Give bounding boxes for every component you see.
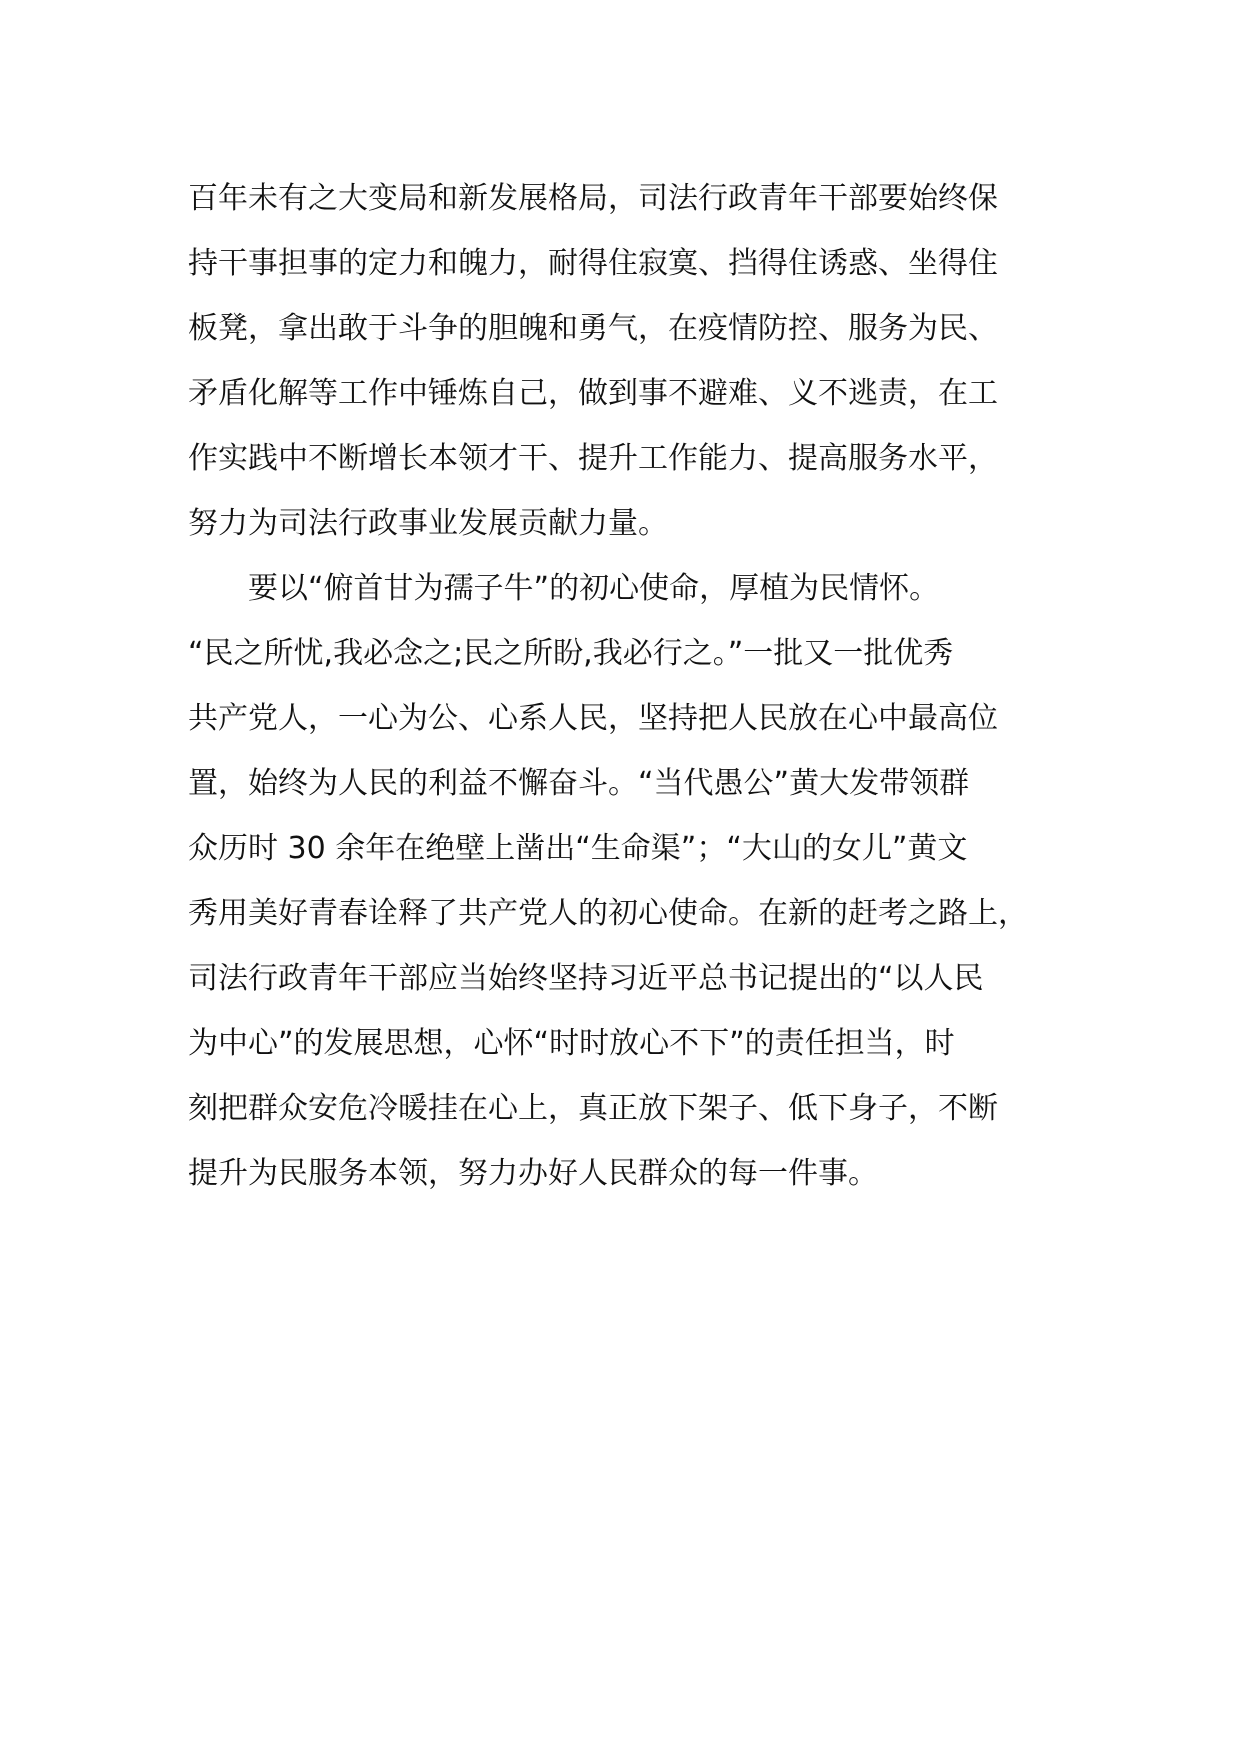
text-line: 置，始终为人民的利益不懈奋斗。“当代愚公”黄大发带领群	[188, 766, 970, 801]
text-line: 百年未有之大变局和新发展格局，司法行政青年干部要始终保	[188, 181, 998, 216]
text-line: 司法行政青年干部应当始终坚持习近平总书记提出的“以人民	[188, 961, 984, 996]
text-line: “民之所忧,我必念之;民之所盼,我必行之。”一批又一批优秀	[188, 636, 954, 671]
text-line: 要以“俯首甘为孺子牛”的初心使命，厚植为民情怀。	[248, 571, 940, 606]
text-line: 努力为司法行政事业发展贡献力量。	[188, 506, 668, 541]
text-line: 刻把群众安危冷暖挂在心上，真正放下架子、低下身子，不断	[188, 1091, 998, 1126]
text-line: 作实践中不断增长本领才干、提升工作能力、提高服务水平，	[188, 441, 998, 476]
text-line: 提升为民服务本领，努力办好人民群众的每一件事。	[188, 1156, 878, 1191]
paragraph-1	[188, 166, 1088, 556]
document-body	[188, 166, 1088, 1206]
text-line: 秀用美好青春诠释了共产党人的初心使命。在新的赶考之路上，	[188, 896, 1028, 931]
text-line: 共产党人，一心为公、心系人民，坚持把人民放在心中最高位	[188, 701, 998, 736]
text-line: 矛盾化解等工作中锤炼自己，做到事不避难、义不逃责，在工	[188, 376, 998, 411]
text-line: 板凳，拿出敢于斗争的胆魄和勇气，在疫情防控、服务为民、	[188, 311, 998, 346]
text-line: 为中心”的发展思想，心怀“时时放心不下”的责任担当，时	[188, 1026, 955, 1061]
text-line: 持干事担事的定力和魄力，耐得住寂寞、挡得住诱惑、坐得住	[188, 246, 998, 281]
paragraph-2	[188, 556, 1088, 1206]
text-line: 众历时 30 余年在绝壁上凿出“生命渠”；“大山的女儿”黄文	[188, 831, 968, 866]
